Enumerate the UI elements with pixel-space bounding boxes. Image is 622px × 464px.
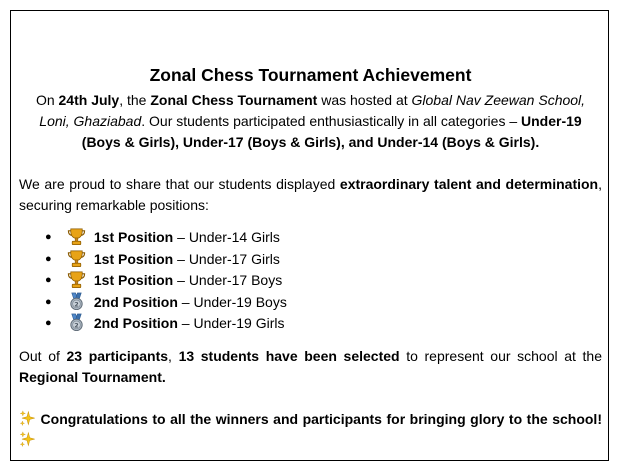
intro-text: On (35, 92, 59, 108)
bullet-icon: ● (45, 274, 52, 286)
category-label: – Under-19 Girls (177, 315, 285, 331)
selection-text: to represent our school at the (399, 347, 602, 364)
bullet-icon: ● (45, 231, 52, 243)
document-frame (10, 10, 609, 461)
trophy-icon (67, 270, 86, 289)
intro-text: . Our students participated enthusiastically in all categories – (141, 113, 522, 129)
proud-highlight: extraordinary talent and determination (339, 176, 599, 192)
bullet-icon: ● (45, 252, 52, 265)
silver-medal-icon (67, 292, 86, 311)
position-label: 1st Position (93, 229, 174, 245)
page-title: Zonal Chess Tournament Achievement (149, 65, 472, 85)
sparkles-icon (19, 431, 36, 448)
selection-text: , (168, 347, 179, 364)
category-label: – Under-19 Boys (177, 293, 287, 310)
intro-text: was hosted at (317, 92, 412, 108)
proud-paragraph (19, 174, 602, 216)
congrats-paragraph (19, 409, 602, 451)
list-item (19, 292, 602, 314)
results-list (19, 227, 602, 335)
intro-text: , the (119, 92, 151, 108)
list-item (19, 270, 602, 292)
svg-text:2: 2 (74, 300, 79, 308)
congrats-text: Congratulations to all the winners and participants for bringing glory to the school! (36, 410, 602, 427)
position-label: 2nd Position (93, 293, 178, 310)
event-categories: Under-19 (Boys & Girls), Under-17 (Boys & Girls), and Under-14 (Boys & Girls) (81, 113, 582, 150)
selection-text: . (161, 368, 166, 385)
selected-count: 13 students have been selected (178, 347, 400, 364)
participant-count: 23 participants (66, 347, 169, 364)
event-name: Zonal Chess Tournament (150, 92, 318, 108)
silver-medal-icon (67, 313, 86, 332)
selection-paragraph (19, 346, 602, 388)
proud-text: We are proud to share that our students displayed (19, 176, 340, 192)
regional-tournament: Regional Tournament (19, 368, 162, 385)
category-label: – Under-17 Boys (173, 272, 283, 288)
position-label: 1st Position (93, 272, 174, 288)
bullet-icon: ● (45, 317, 52, 329)
event-date: 24th July (58, 92, 120, 108)
position-label: 2nd Position (93, 315, 178, 331)
trophy-icon (67, 249, 86, 268)
selection-text: Out of (19, 347, 67, 364)
bullet-icon: ● (45, 295, 52, 308)
category-label: – Under-17 Girls (173, 250, 280, 267)
list-item (19, 313, 602, 335)
event-venue: Global Nav Zeewan School, Loni, Ghaziabad (39, 92, 586, 129)
sparkles-icon (19, 410, 36, 427)
intro-text: . (535, 134, 540, 150)
intro-paragraph (19, 90, 602, 153)
list-item (19, 249, 602, 271)
document-body (19, 64, 602, 451)
svg-text:2: 2 (74, 322, 79, 330)
proud-text: , securing remarkable positions: (19, 176, 602, 213)
list-item (19, 227, 602, 249)
position-label: 1st Position (93, 250, 174, 267)
category-label: – Under-14 Girls (173, 229, 280, 245)
trophy-icon (67, 227, 86, 246)
